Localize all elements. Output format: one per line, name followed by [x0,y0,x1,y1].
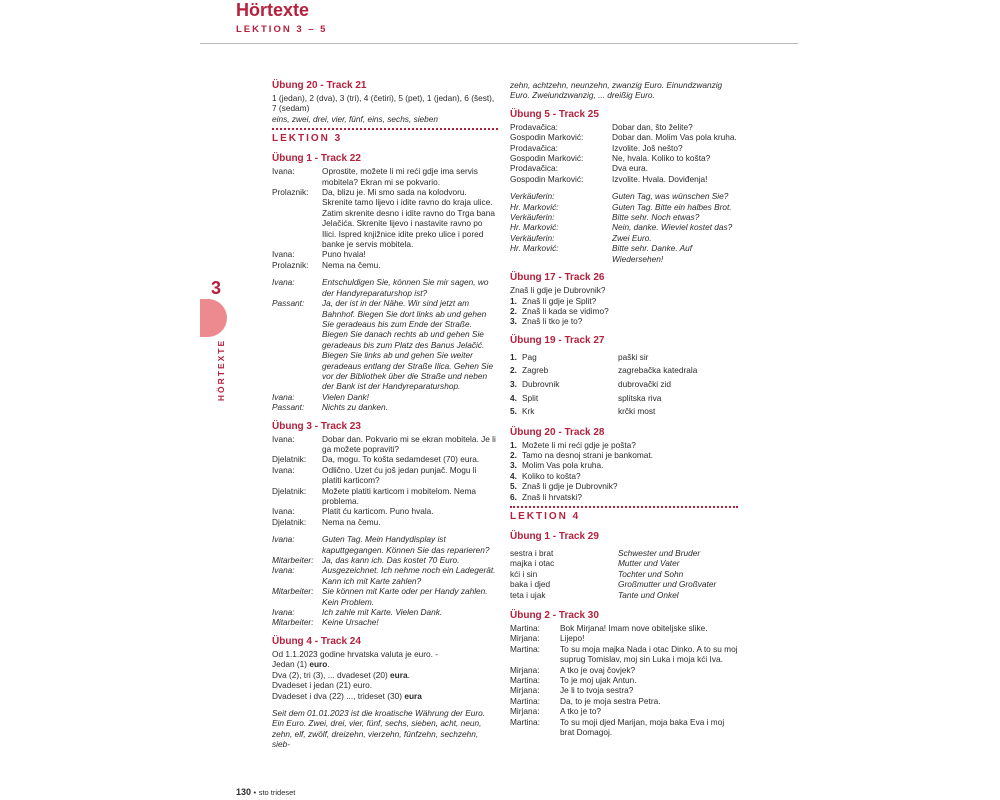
speaker: Djelatnik: [272,485,307,496]
speaker: Prodavačica: [510,142,558,153]
line-text: Da, mogu. To košta sedamdeset (70) eura. [322,454,480,465]
line-text: To je moj ujak Antun. [560,675,637,685]
item-text: Koliko to košta? [522,470,581,481]
dialogue-line [272,187,498,249]
line-text: Dobar dan. Molim Vas pola kruha. [612,132,737,143]
german-term: Großmutter und Großvater [618,579,717,590]
speaker: Mirjana: [510,685,540,696]
line-text: Platit ću karticom. Puno hvala. [322,506,434,517]
line-text: Dva eura. [612,163,648,174]
dialogue-line [510,243,738,264]
currency-word: eura [390,669,408,680]
line-text: Zwei Euro. [612,232,652,243]
german-term: Mutter und Vater [618,558,680,569]
item-text: Znaš li gdje je Dubrovnik? [522,481,618,492]
exercise-title: Übung 2 - Track 30 [510,609,599,621]
dialogue-line [510,174,738,184]
exercise-title: Übung 19 - Track 27 [510,334,605,346]
place-name: Split [522,392,539,403]
exercise-title: Übung 3 - Track 23 [272,420,361,432]
line-text: Je li to tvoja sestra? [560,685,634,696]
line-text: To su moji djed Marijan, moja baka Eva i moj brat Domagoj. [560,716,725,738]
dialogue-line [510,675,738,685]
line-text: A tko je to? [560,706,602,717]
place-name: Dubrovnik [522,378,560,389]
lesson-heading: LEKTION 3 [272,133,343,145]
numbered-item [510,450,738,460]
page-title: Hörtexte [236,0,310,20]
dialogue-croatian [510,122,738,184]
text-line: 1 (jedan), 2 (dva), 3 (tri), 4 (četiri), 5 (pet), 1 (jedan), 6 (šest), 7 (sedam) [272,93,495,114]
dialogue-line [272,506,498,516]
line-text: Vielen Dank! [322,391,369,402]
landmark: zagrebačka katedrala [618,365,698,376]
matching-row [510,393,738,403]
landmark: splitska riva [618,392,662,403]
vocab-row [510,579,738,589]
speaker: Djelatnik: [272,454,307,465]
speaker: Mitarbeiter: [272,617,314,628]
speaker: Mirjana: [510,664,540,675]
dialogue-line [510,222,738,232]
page-number: 130 [236,787,252,797]
dialogue-line [272,607,498,617]
speaker: Mitarbeiter: [272,555,314,566]
matching-row [510,406,738,416]
dialogue-line [510,212,738,222]
matching-row [510,365,738,375]
line-text: Sie können mit Karte oder per Handy zahlen. Kein Problem. [322,586,488,607]
line-text: Ne, hvala. Koliko to košta? [612,153,711,164]
line-text: Izvolite. Hvala. Doviđenja! [612,173,708,184]
landmark: paški sir [618,351,649,362]
dialogue-line [510,644,738,665]
line-text: Ausgezeichnet. Ich nehme noch ein Ladegerät. Kann ich mit Karte zahlen? [322,565,496,586]
speaker: Ivana: [272,607,295,618]
dialogue-line [272,260,498,270]
text-line: Dvadeset i dva (22) ..., trideset (30) eura [272,690,422,701]
line-text: Odlično. Uzet ću još jedan punjač. Mogu li platiti karticom? [322,464,477,486]
croatian-term: sestra i brat [510,547,554,558]
speaker: Prodavačica: [510,163,558,174]
dialogue-line [272,565,498,586]
text-line: Jedan (1) euro. [272,659,330,670]
text-line-translation: zehn, achtzehn, neunzehn, zwanzig Euro. Einundzwanzig Euro. Zweiundzwanzig, ... dreißig Euro. [510,80,723,101]
item-number: 3. [510,316,517,327]
dialogue-german [272,277,498,412]
speaker: Martina: [510,675,540,685]
currency-word: eura [404,690,422,701]
speaker: Prodavačica: [510,121,558,132]
speaker: Martina: [510,695,540,706]
speaker: Ivana: [272,391,295,402]
dialogue-line [272,465,498,486]
dialogue-line [272,392,498,402]
dialogue-line [510,202,738,212]
item-text: Možete li mi reći gdje je pošta? [522,439,636,450]
speaker: Verkäuferin: [510,191,555,202]
dialogue-line [510,233,738,243]
dialogue-line [510,122,738,132]
line-text: Bitte sehr. Noch etwas? [612,212,700,223]
croatian-term: majka i otac [510,558,555,569]
speaker: Ivana: [272,565,295,576]
numbered-item [510,296,738,306]
line-text: Dobar dan, što želite? [612,121,693,132]
item-text: Znaš li tko je to? [522,316,583,327]
line-text: Keine Ursache! [322,617,379,628]
speaker: Ivana: [272,433,295,444]
german-term: Tante und Onkel [618,589,679,600]
chapter-side-label: HÖRTEXTE [216,338,226,402]
dialogue-line [272,517,498,527]
speaker: Ivana: [272,534,295,545]
item-number: 5. [510,481,517,492]
dialogue-line [510,706,738,716]
line-text: Nichts zu danken. [322,402,388,413]
text-line-translation: eins, zwei, drei, vier, fünf, eins, sechs, sieben [272,113,439,124]
item-number: 1. [510,351,517,362]
line-text: Bitte sehr. Danke. Auf Wiedersehen! [612,243,693,264]
dialogue-line [272,617,498,627]
numbered-item [510,440,738,450]
speaker: Ivana: [272,277,295,288]
line-text: Nema na čemu. [322,259,381,270]
matching-row [510,379,738,389]
speaker: Ivana: [272,166,295,177]
dialogue-line [272,486,498,507]
line-text: Da, to je moja sestra Petra. [560,695,661,706]
speaker: Mirjana: [510,706,540,717]
numbered-item [510,316,738,326]
speaker: Hr. Marković: [510,222,559,233]
numbered-item [510,492,738,502]
dialogue-line [272,454,498,464]
speaker: Mitarbeiter: [272,586,314,597]
speaker: Hr. Marković: [510,201,559,212]
exercise-title: Übung 5 - Track 25 [510,108,599,120]
section-divider [272,128,498,130]
german-term: Schwester und Bruder [618,547,701,558]
text-line: Od 1.1.2023 godine hrvatska valuta je euro. - [272,648,439,659]
landmark: dubrovački zid [618,378,672,389]
text-line: Znaš li gdje je Dubrovnik? [510,285,606,296]
text-line: Dvadeset i jedan (21) euro. [272,680,373,691]
lesson-heading: LEKTION 4 [510,510,581,522]
speaker: Hr. Marković: [510,243,559,254]
dialogue-line [272,277,498,298]
line-text: Nein, danke. Wieviel kostet das? [612,222,733,233]
item-number: 2. [510,305,517,316]
speaker: Verkäuferin: [510,232,555,243]
croatian-term: kći i sin [510,568,538,579]
croatian-term: baka i djed [510,579,551,590]
exercise-title: Übung 1 - Track 29 [510,530,599,542]
footer-bullet: • [253,788,257,797]
item-number: 4. [510,470,517,481]
speaker: Prolaznik: [272,187,309,198]
dialogue-line [510,717,738,738]
dialogue-line [510,153,738,163]
speaker: Gospodin Marković: [510,132,584,143]
speaker: Verkäuferin: [510,212,555,223]
place-name: Krk [522,406,535,417]
numbered-item [510,471,738,481]
place-name: Zagreb [522,365,549,376]
dialogue-line [510,665,738,675]
line-text: A tko je ovaj čovjek? [560,664,636,675]
vocab-row [510,548,738,558]
dialogue-line [510,696,738,706]
item-text: Znaš li kada se vidimo? [522,305,609,316]
speaker: Mirjana: [510,633,540,644]
text-line: Dva (2), tri (3), ... dvadeset (20) eura. [272,669,410,680]
dialogue-croatian [272,434,498,528]
dialogue-line [510,623,738,633]
page-number-words: sto trideset [258,788,296,797]
speaker: Ivana: [272,249,295,260]
line-text: Guten Tag. Mein Handydisplay ist kaputtgegangen. Können Sie das reparieren? [322,534,490,555]
numbered-item [510,460,738,470]
dialogue-line [272,249,498,259]
dialogue-line [272,402,498,412]
item-text: Znaš li hrvatski? [522,491,582,502]
exercise-title: Übung 17 - Track 26 [510,272,605,284]
dialogue-line [272,298,498,392]
line-text: Entschuldigen Sie, können Sie mir sagen, wo der Handyreparaturshop ist? [322,277,489,298]
item-number: 6. [510,491,517,502]
dialogue-line [272,586,498,607]
matching-row [510,352,738,362]
line-text: Lijepo! [560,633,585,644]
section-divider [510,506,738,508]
line-text: Guten Tag, was wünschen Sie? [612,191,729,202]
line-text: Ich zahle mit Karte. Vielen Dank. [322,607,443,618]
vocab-row [510,569,738,579]
dialogue-line [510,633,738,643]
right-column [510,80,738,737]
exercise-title: Übung 1 - Track 22 [272,153,361,165]
speaker: Ivana: [272,464,295,475]
dialogue-line [272,434,498,455]
dialogue-line [510,132,738,142]
line-text: Ja, das kann ich. Das kostet 70 Euro. [322,555,460,566]
item-text: Znaš li gdje je Split? [522,295,597,306]
item-number: 2. [510,365,517,376]
speaker: Martina: [510,622,540,633]
dialogue-line [510,191,738,201]
dialogue-croatian [510,623,738,737]
dialogue-croatian [272,166,498,270]
landmark: krčki most [618,406,656,417]
line-text: Izvolite. Još nešto? [612,142,683,153]
line-text: Guten Tag. Bitte ein halbes Brot. [612,201,732,212]
german-term: Tochter und Sohn [618,568,684,579]
page-footer [236,787,295,797]
line-text: To su moja majka Nada i otac Dinko. A to su moj suprug Tomislav, moj sin Luka i moja kći Iva. [560,643,738,665]
speaker: Djelatnik: [272,516,307,527]
numbered-item [510,481,738,491]
item-number: 5. [510,406,517,417]
left-column [272,80,498,750]
vocab-row [510,558,738,568]
header-divider [200,43,798,44]
speaker: Martina: [510,643,540,654]
dialogue-line [510,143,738,153]
line-text: Ja, der ist in der Nähe. Wir sind jetzt am Bahnhof. Biegen Sie dort links ab und gehen Sie geradeaus bis zum Ende der Straße. Biegen Sie danach rechts ab und gehen Sie geradeaus bis zum Platz des Banus Jelačić. Biegen Sie links ab und gehen Sie weiter geradeaus entlang der Straße Ilica. Gehen Sie vor der Bibliothek über die Straße und neben der Bank ist der Handyreparaturshop. [322,298,494,392]
dialogue-line [510,685,738,695]
item-number: 2. [510,449,517,460]
vocab-row [510,590,738,600]
item-number: 1. [510,295,517,306]
line-text: Puno hvala! [322,249,366,260]
croatian-term: teta i ujak [510,589,546,600]
item-number: 4. [510,392,517,403]
speaker: Prolaznik: [272,259,309,270]
place-name: Pag [522,351,537,362]
speaker: Gospodin Marković: [510,153,584,164]
item-number: 1. [510,439,517,450]
line-text: Nema na čemu. [322,516,381,527]
item-text: Molim Vas pola kruha. [522,460,604,471]
line-text: Možete platiti karticom i mobitelom. Nema problema. [322,485,477,506]
chapter-number: 3 [211,278,222,298]
speaker: Passant: [272,402,305,413]
dialogue-line [272,534,498,555]
item-text: Tamo na desnoj strani je bankomat. [522,449,653,460]
line-text: Da, blizu je. Mi smo sada na kolodvoru. Skrenite tamo lijevo i idite ravno do kraja ulice. Zatim skrenite desno i idite ravno do Trga bana Jelačića. Skrenite lijevo i nastavite ravno po Ilici. Ispred knjižnice idite preko ulice i pored banke je servis mobitela. [322,187,495,250]
chapter-tab-marker [200,299,227,337]
line-text: Bok Mirjana! Imam nove obiteljske slike. [560,622,708,633]
item-number: 3. [510,378,517,389]
dialogue-german [510,191,738,264]
exercise-title: Übung 4 - Track 24 [272,635,361,647]
numbered-item [510,306,738,316]
currency-word: euro [309,659,328,670]
dialogue-german [272,534,498,628]
text-line-translation: Seit dem 01.01.2023 ist die kroatische Währung der Euro. Ein Euro. Zwei, drei, vier, fünf, sechs, sieben, acht, neun, zehn, elf, zwölf, dreizehn, vierzehn, fünfzehn, sechzehn, sieb- [272,707,486,750]
dialogue-line [272,555,498,565]
page-subtitle: LEKTION 3 – 5 [236,24,328,35]
speaker: Ivana: [272,506,295,517]
dialogue-line [510,163,738,173]
line-text: Dobar dan. Pokvario mi se ekran mobitela. Je li ga možete popraviti? [322,433,496,454]
line-text: Oprostite, možete li mi reći gdje ima servis mobitela? Ekran mi se pokvario. [322,166,478,187]
speaker: Passant: [272,298,305,309]
item-number: 3. [510,460,517,471]
exercise-title: Übung 20 - Track 21 [272,80,367,91]
speaker: Gospodin Marković: [510,173,584,184]
exercise-title: Übung 20 - Track 28 [510,426,605,438]
speaker: Martina: [510,716,540,727]
dialogue-line [272,166,498,187]
